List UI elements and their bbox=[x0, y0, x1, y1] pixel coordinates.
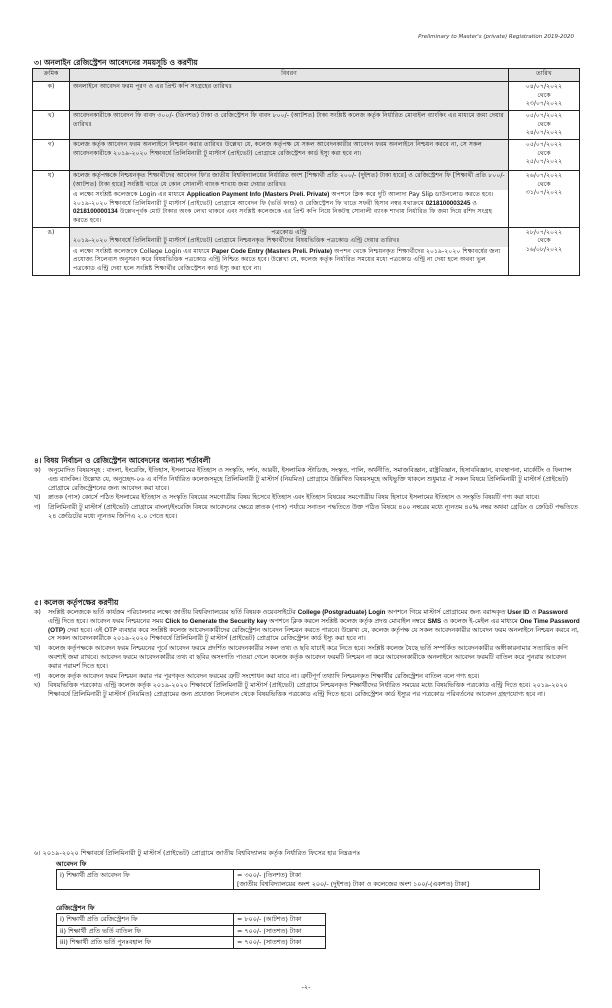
section4-title: ৪। বিষয় নির্বাচন ও রেজিস্ট্রেশন আবেদনের অন্যান্য শর্তাবলী bbox=[34, 456, 211, 465]
item-text: স্নাতক (পাস) কোর্সে পঠিত ইসলামের ইতিহাস ও সংস্কৃতি বিষয়ের সমগোত্রীয় বিষয় হিসেবে ইতিহাস এবং ইতিহাস বিষয়ের সমগোত্রীয় বিষয় হিসাবে ইসলামের ইতিহাস ও সংস্কৃতি বিষয়টি গণ্য করা যাবে। bbox=[48, 494, 540, 502]
section6-title: ৬। ২০১৯-২০২০ শিক্ষাবর্ষে প্রিলিমিনারী টু মাস্টার্স (প্রাইভেট) প্রোগ্রামে জাতীয় বিশ্ববিদ্যালয় কর্তৃক নির্ধারিত ফিসের হার নিম্নরূপঃ bbox=[34, 849, 361, 857]
item-marker: গ) bbox=[34, 504, 41, 512]
menu-option-label: Paper Code Entry (Masters Preli. Private) bbox=[211, 247, 333, 255]
row-description: আবেদনকারীকে আবেদন ফি বাবদ ৩০০/- (তিনশত) টাকা ও রেজিস্ট্রেশন ফি বাবদ ৮০০/- (আটশত) টাকা সংশ্লিষ্ট কলেজ কর্তৃক নির্ধারিত মোবাইল ব্যাংকিং এর মাধ্যমে জমা দেয়ার তারিখঃ bbox=[70, 111, 509, 140]
item-marker: ক) bbox=[34, 467, 41, 474]
date-sep: থেকে bbox=[537, 120, 551, 128]
date-to: ২৩/০৭/২০২২ bbox=[525, 100, 563, 108]
list-item bbox=[34, 467, 580, 493]
item-text: ও bbox=[529, 609, 539, 616]
account-number: 0218100000134 bbox=[73, 208, 118, 216]
item-marker: গ) bbox=[34, 672, 41, 680]
fee-value: = ৭০০/- (সাতশত) টাকা bbox=[234, 937, 326, 949]
date-from: ০৫/০৭/২০২২ bbox=[525, 112, 563, 119]
date-sep: থেকে bbox=[537, 91, 551, 99]
desc-text: উল্লেখপূর্বক মোট টাকার অংক লেখা থাকবে এবং সংশ্লিষ্ট কলেজকে এর প্রিন্ট কপি নিয়ে নিকটস্থ সোনালী ব্যাংক শাখায় নির্ধারিত ফি জমা দিয়ে রশিদ সংগ্রহ করতে হবে। bbox=[73, 208, 493, 224]
login-option-label: College (Postgraduate) Login bbox=[297, 609, 386, 616]
item-text: অপশনে গিয়ে মাস্টার্স প্রোগ্রামের জন্য বরাদ্দকৃত bbox=[385, 609, 508, 616]
row-date bbox=[509, 140, 580, 171]
row-description: কলেজ কর্তৃক আবেদন ফরম অনলাইনে নিশ্চয়ন করার তারিখঃ উল্লেখ্য যে, কলেজ কর্তৃপক্ষ যে সকল আবেদনকারীর আবেদন ফরম অনলাইনে নিশ্চয়ন করবে না, সে সকল আবেদনকারীকে ২০১৯-২০২০ শিক্ষাবর্ষে প্রিলিমিনারী টু মাস্টার্স (প্রাইভেট) প্রোগ্রামে রেজিস্ট্রেশন কার্ড ইস্যু করা হবে না। bbox=[70, 140, 509, 171]
security-key-option-label: Click to Generate the Security key bbox=[165, 617, 268, 625]
section5-items bbox=[34, 609, 580, 701]
row-date bbox=[509, 227, 580, 275]
item-text: এন্ট্রি দিতে হবে। আবেদন ফরম নিশ্চয়নের সময় bbox=[48, 617, 166, 625]
list-item bbox=[34, 504, 580, 522]
desc-text: এ লক্ষ্যে সংশ্লিষ্ট কলেজকে Login এর মাধ্যমে bbox=[73, 191, 187, 199]
desc-text: ও bbox=[470, 199, 477, 207]
fee-row bbox=[57, 937, 326, 949]
fee-breakdown: [জাতীয় বিশ্ববিদ্যালয়ের অংশ ২০০/- (দুইশত) টাকা ও কলেজের অংশ ১০০/-(একশত) টাকা] bbox=[237, 879, 470, 888]
fee-row bbox=[57, 914, 326, 926]
fee-amount: = ৩০০/- (তিনশত) টাকা bbox=[237, 871, 302, 879]
fee-label: i) শিক্ষার্থী প্রতি রেজিস্ট্রেশন ফি bbox=[57, 914, 234, 926]
account-number: 0218100003245 bbox=[425, 199, 471, 207]
schedule-row bbox=[33, 171, 580, 228]
item-text: দেয়া হবে। এই OTP ব্যবহার করে সংশ্লিষ্ট কলেজ আবেদনকারীদের রেজিস্ট্রেশন আবেদন নিশ্চয়ন করতে পারবে। উল্লেখ্য যে, কলেজ কর্তৃপক্ষ যে সকল আবেদনকারীর আবেদন ফরম অনলাইনে নিশ্চয়ন করবে না, সে সকল আবেদনকারীকে ২০১৯-২০২০ শিক্ষাবর্ষে প্রিলিমিনারী টু মাস্টার্স (প্রাইভেট) প্রোগ্রামে রেজিস্ট্রেশন কার্ড ইস্যু করা হবে না। bbox=[48, 626, 579, 643]
desc-text: অপশন থেকে নিশ্চয়নকৃত শিক্ষার্থীদের ২০১৯-২০২০ শিক্ষাবর্ষের জন্য প্রযোজ্য সিলেবাস অনুসরণ করে বিষয়ভিত্তিক পত্রকোড এন্ট্রি নিশ্চিত করতে হবে। উল্লেখ্য যে, কলেজ কর্তৃক নির্ধারিত সময়ের মধ্যে পত্রকোড এন্ট্রি না দেয়া হলে অথবা ভুল পত্রকোড এন্ট্রি দেয়া হলে সংশ্লিষ্ট শিক্ষার্থীর রেজিস্ট্রেশন কার্ড ইস্যু করা হবে না। bbox=[73, 247, 501, 272]
item-text: কলেজ কর্তৃক আবেদন ফরম নিশ্চয়ন করার পর পূরণকৃত আবেদন ফরমের ত্রুটি সংশোধন করা যাবে না। ত্রুটিপূর্ণ তথ্যাদি নিশ্চয়নকৃত শিক্ষার্থীর রেজিস্ট্রেশন বাতিল বলে গণ্য হবে। bbox=[48, 672, 480, 680]
section3-title: ৩। অনলাইন রেজিস্ট্রেশন আবেদনের সময়সূচি ও করণীয় bbox=[34, 58, 198, 67]
section5-title: ৫। কলেজ কর্তৃপক্ষের করণীয় bbox=[34, 598, 119, 607]
col-header-description: বিবরণ bbox=[70, 69, 509, 82]
row-description: অনলাইনে আবেদন ফরম পূরণ ও এর প্রিন্ট কপি সংগ্রহের তারিখঃ bbox=[70, 82, 509, 111]
schedule-header-row bbox=[33, 69, 580, 82]
item-text: প্রিলিমিনারী টু মাস্টার্স (প্রাইভেট) প্রোগ্রামে বাংলা/ইংরেজি বিষয়ে আবেদনের ক্ষেত্রে স্নাতক (পাস) পর্যায়ে সনাতন পদ্ধতিতে উক্ত পঠিত বিষয়ে ৪০০ নম্বরের মধ্যে ন্যূনতম ৪০% নম্বর অথবা গ্রেডিং ও ক্রেডিট পদ্ধতিতে ২৪ ক্রেডিটের মধ্যে ন্যূনতম জিপিএ ২.০ পেতে হবে। bbox=[48, 504, 578, 520]
schedule-row bbox=[33, 227, 580, 275]
fee-label: ii) শিক্ষার্থী প্রতি ভর্তি বাতিল ফি bbox=[57, 925, 234, 937]
fee-label: iii) শিক্ষার্থী প্রতি ভর্তি পুনঃবহাল ফি bbox=[57, 937, 234, 949]
schedule-table bbox=[32, 68, 580, 276]
row-date bbox=[509, 82, 580, 111]
item-marker: ঘ) bbox=[34, 682, 41, 690]
row-description-part-a: কলেজ কর্তৃপক্ষকে নিশ্চয়নকৃত শিক্ষার্থীদের আবেদন ফি'র জাতীয় বিশ্ববিদ্যালয়ের নির্ধারিত অংশ [শিক্ষার্থী প্রতি ২০০/- (দুইশত) টাকা হারে] ও রেজিস্ট্রেশন ফি [শিক্ষার্থী প্রতি ৮০০/- (আটশত) টাকা হারে] সংশ্লিষ্ট খাতে যে কোন সোনালী ব্যাংক শাখায় জমা দেয়ার তারিখঃ bbox=[73, 172, 505, 188]
item-marker: ক) bbox=[34, 609, 41, 616]
registration-fee-heading: রেজিস্ট্রেশন ফি bbox=[56, 904, 95, 912]
item-marker: খ) bbox=[34, 494, 41, 502]
row-serial: ক) bbox=[33, 82, 70, 111]
col-header-date: তারিখ bbox=[509, 69, 580, 82]
list-item bbox=[34, 494, 580, 503]
item-text: সংশ্লিষ্ট কলেজকে ভর্তি কার্যক্রম পরিচালনার লক্ষ্যে জাতীয় বিশ্ববিদ্যালয়ের ভর্তি বিষয়ক ওয়েবসাইটের bbox=[48, 609, 298, 616]
row-serial: গ) bbox=[33, 140, 70, 171]
list-item bbox=[34, 609, 580, 644]
menu-option-label: Application Payment Info (Masters Preli. Private) bbox=[186, 191, 330, 199]
row-serial: ঘ) bbox=[33, 171, 70, 228]
row-date bbox=[509, 111, 580, 140]
desc-text: এ লক্ষ্যে সংশ্লিষ্ট কলেজকে College Login এর মাধ্যমে bbox=[73, 247, 212, 255]
date-from: ২৮/০৭/২০২২ bbox=[525, 228, 563, 236]
registration-fee-table bbox=[56, 913, 326, 949]
password-label: Password bbox=[538, 609, 568, 616]
row-serial: খ) bbox=[33, 111, 70, 140]
item-text: বিষয়ভিত্তিক পত্রকোড এন্ট্রি কলেজ কর্তৃক ২০১৯-২০২০ শিক্ষাবর্ষে প্রিলিমিনারী টু মাস্টার্স (প্রাইভেট) প্রোগ্রামে নিশ্চয়নকৃত শিক্ষার্থীদের নির্ধারিত সময়ের মধ্যে বিষয়ভিত্তিক পত্রকোড এন্ট্রি দিতে হবে। ২০১৯-২০২০ শিক্ষাবর্ষে প্রিলিমিনারী টু মাস্টার্স (নিয়মিত) প্রোগ্রামের জন্য প্রযোজ্য সিলেবাস থেকে বিষয়ভিত্তিক পত্রকোড এন্ট্রি দিতে হবে। রেজিস্ট্রেশন কার্ড ইস্যুর পর পত্রকোড পরিবর্তনের আবেদন গ্রহণযোগ্য হবে না। bbox=[48, 682, 568, 699]
fee-value bbox=[234, 870, 540, 890]
section4-items bbox=[34, 467, 580, 523]
fee-row bbox=[57, 870, 540, 890]
date-to: ২৪/০৭/২০২২ bbox=[525, 129, 563, 137]
fee-value: = ৮০০/- (আটশত) টাকা bbox=[234, 914, 326, 926]
list-item bbox=[34, 673, 580, 682]
item-marker: খ) bbox=[34, 645, 41, 653]
row-description-part-a: ২০১৯-২০২০ শিক্ষাবর্ষে প্রিলিমিনারী টু মাস্টার্স (প্রাইভেট) প্রোগ্রামে নিশ্চয়নকৃত শিক্ষার্থীদের বিষয়ভিত্তিক পত্রকোড এন্ট্রি দেয়ার তারিখঃ bbox=[73, 237, 400, 245]
desc-text: অপশনে ক্লিক করে দুটি আলাদা Pay Slip ডাউনলোড করতে হবে। ২০১৯-২০২০ শিক্ষাবর্ষে প্রিলিমিনারী টু মাস্টার্স (প্রাইভেট) প্রোগ্রামে আবেদন ফি (ভর্তি ফান্ড) ও রেজিস্ট্রেশন ফি খাতে সফরী হিসাব নম্বর যথাক্রমে bbox=[73, 191, 494, 207]
user-id-label: User ID bbox=[507, 609, 530, 616]
fee-value: = ৭০০/- (সাতশত) টাকা bbox=[234, 925, 326, 937]
date-sep: থেকে bbox=[537, 149, 551, 157]
item-text: অপশনে ক্লিক করলে সংশ্লিষ্ট কলেজ কর্তৃক প্রদত্ত মোবাইল নম্বরে bbox=[267, 617, 428, 625]
fee-label: i) শিক্ষার্থী প্রতি আবেদন ফি bbox=[57, 870, 234, 890]
date-to: ৩১/০৭/২০২২ bbox=[525, 189, 563, 197]
item-text: অনুমোদিত বিষয়সমূহ : বাংলা, ইংরেজি, ইতিহাস, ইসলামের ইতিহাস ও সংস্কৃতি, দর্শন, আরবী, ইসলামিক স্টাডিজ, সংস্কৃত, পালি, অর্থনীতি, সমাজবিজ্ঞান, রাষ্ট্রবিজ্ঞান, হিসাববিজ্ঞান, ব্যবস্থাপনা, মার্কেটিং ও ফিন্যান্স এন্ড ব্যাংকিং। উল্লেখ্য যে, অনুচ্ছেদ-০৬ এ বর্ণিত নির্ধারিত কলেজসমূহে প্রিলিমিনারী টু মাস্টার্স (নিয়মিত) প্রোগ্রামে উল্লিখিত বিষয়সমূহে অধিভুক্তি থাকলে শুধুমাত্র ঐ সকল বিষয়ে প্রিলিমিনারী টু মাস্টার্স (প্রাইভেট) প্রোগ্রামে রেজিস্ট্রেশনের জন্য আবেদন করা যাবে। bbox=[48, 467, 572, 492]
list-item bbox=[34, 682, 580, 700]
date-from: ০৫/০৭/২০২২ bbox=[525, 141, 563, 148]
date-sep: থেকে bbox=[537, 237, 551, 245]
date-sep: থেকে bbox=[537, 180, 551, 188]
date-to: ১৬/০৮/২০২২ bbox=[525, 245, 563, 253]
item-text: কলেজ কর্তৃপক্ষকে আবেদন ফরম নিশ্চয়নের পূর্বে আবেদন ফরমে প্রদর্শিত আবেদনকারীর সকল তথ্য ও ছবি যাচাই করে নিতে হবে। সংশ্লিষ্ট কলেজ যৈছে ভর্তি সম্পর্কিত আবেদনকারীর অঙ্গীকারনামার সত্যায়িত কপি অবশ্যই জমা রাখবে। আবেদন ফরমে আবেদনকারীর তথ্য বা ছবির অসংগতি পাওয়া গেলে কলেজ কর্তৃক আবেদন ফরমটি নিশ্চয়ন না করে আবেদনকারীকে অনলাইনে আবেদন ফরমটি বাতিল করে পুনরায় আবেদন করার পরামর্শ দিতে হবে। bbox=[48, 645, 568, 670]
fee-row bbox=[57, 925, 326, 937]
row-description bbox=[70, 227, 509, 275]
application-fee-table bbox=[56, 869, 540, 890]
schedule-row bbox=[33, 140, 580, 171]
col-header-serial: ক্রমিক bbox=[33, 69, 70, 82]
schedule-row bbox=[33, 82, 580, 111]
otp-label: One Time Password (OTP) bbox=[48, 617, 580, 634]
row-description-title: পত্রকোড এন্ট্রি bbox=[271, 228, 307, 236]
list-item bbox=[34, 645, 580, 671]
item-text: ও কলেজ ই-মেইল এর মাধ্যমে bbox=[441, 617, 520, 625]
row-serial: ঙ) bbox=[33, 227, 70, 275]
schedule-row bbox=[33, 111, 580, 140]
date-from: ২৬/০৭/২০২২ bbox=[525, 172, 563, 179]
row-description-part-b bbox=[70, 190, 508, 226]
page-number: -২- bbox=[301, 983, 311, 991]
row-date bbox=[509, 171, 580, 228]
running-header: Preliminary to Master's (private) Registration 2019-2020 bbox=[418, 34, 574, 40]
row-description-part-b bbox=[70, 247, 508, 275]
row-description bbox=[70, 171, 509, 228]
sms-label: SMS bbox=[427, 617, 442, 625]
date-from: ০৪/০৭/২০২২ bbox=[525, 83, 563, 90]
application-fee-heading: আবেদন ফি bbox=[56, 860, 87, 868]
date-to: ২৫/০৭/২০২২ bbox=[525, 158, 563, 166]
